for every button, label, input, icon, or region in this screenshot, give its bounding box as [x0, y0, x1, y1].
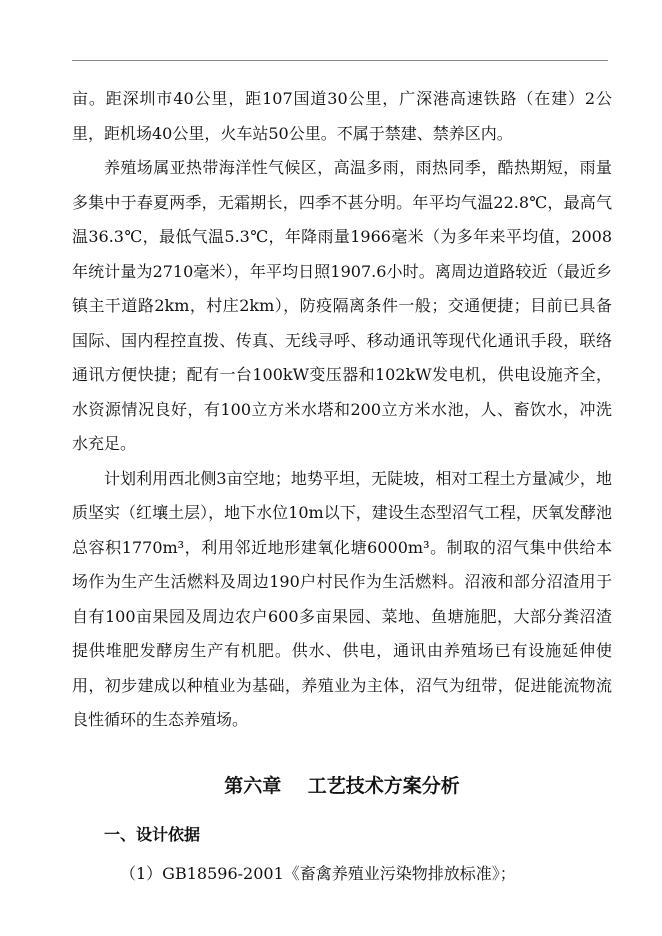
- list-item: （1）GB18596-2001《畜禽养殖业污染物排放标准》；: [120, 863, 516, 883]
- paragraph-plan: 计划利用西北侧3亩空地；地势平坦，无陡坡，相对工程土方量减少，地质坚实（红壤土层），地下水位10m以下，建设生态型沼气工程，厌氧发酵池总容积1770m³，利用邻近地形建氧化塘6000m³。制取的沼气集中供给本场作为生产生活燃料及周边190户村民作为生活燃料。沼液和部分沼渣用于自有100亩果园及周边农户600多亩果园、菜地、鱼塘施肥，大部分粪沼渣提供堆肥发酵房生产有机肥。供水、供电，通讯由养殖场已有设施延伸使用，初步建成以种植业为基础，养殖业为主体，沼气为纽带，促进能流物流良性循环的生态养殖场。: [72, 468, 612, 729]
- header-rule: [72, 60, 608, 61]
- section-title: 一、设计依据: [104, 824, 201, 844]
- paragraph-climate: 养殖场属亚热带海洋性气候区，高温多雨，雨热同季，酷热期短，雨量多集中于春夏两季，无霜期长，四季不甚分明。年平均气温22.8℃，最高气温36.3℃，最低气温5.3℃，年降雨量1966毫米（为多年来平均值，2008年统计量为2710毫米），年平均日照1907.6小时。离周边道路较近（最近乡镇主干道路2km，村庄2km），防疫隔离条件一般；交通便捷；目前已具备国际、国内程控直拨、传真、无线寻呼、移动通讯等现代化通讯手段，联络通讯方便快捷；配有一台100kW变压器和102kW发电机，供电设施齐全，水资源情况良好，有100立方米水塔和200立方米水池，人、畜饮水，冲洗水充足。: [72, 158, 612, 453]
- document-body: [72, 82, 612, 892]
- chapter-title: 第六章 工艺技术方案分析: [224, 774, 460, 797]
- paragraph-location: 亩。距深圳市40公里，距107国道30公里，广深港高速铁路（在建）2公里，距机场40公里，火车站50公里。不属于禁建、禁养区内。: [72, 89, 612, 143]
